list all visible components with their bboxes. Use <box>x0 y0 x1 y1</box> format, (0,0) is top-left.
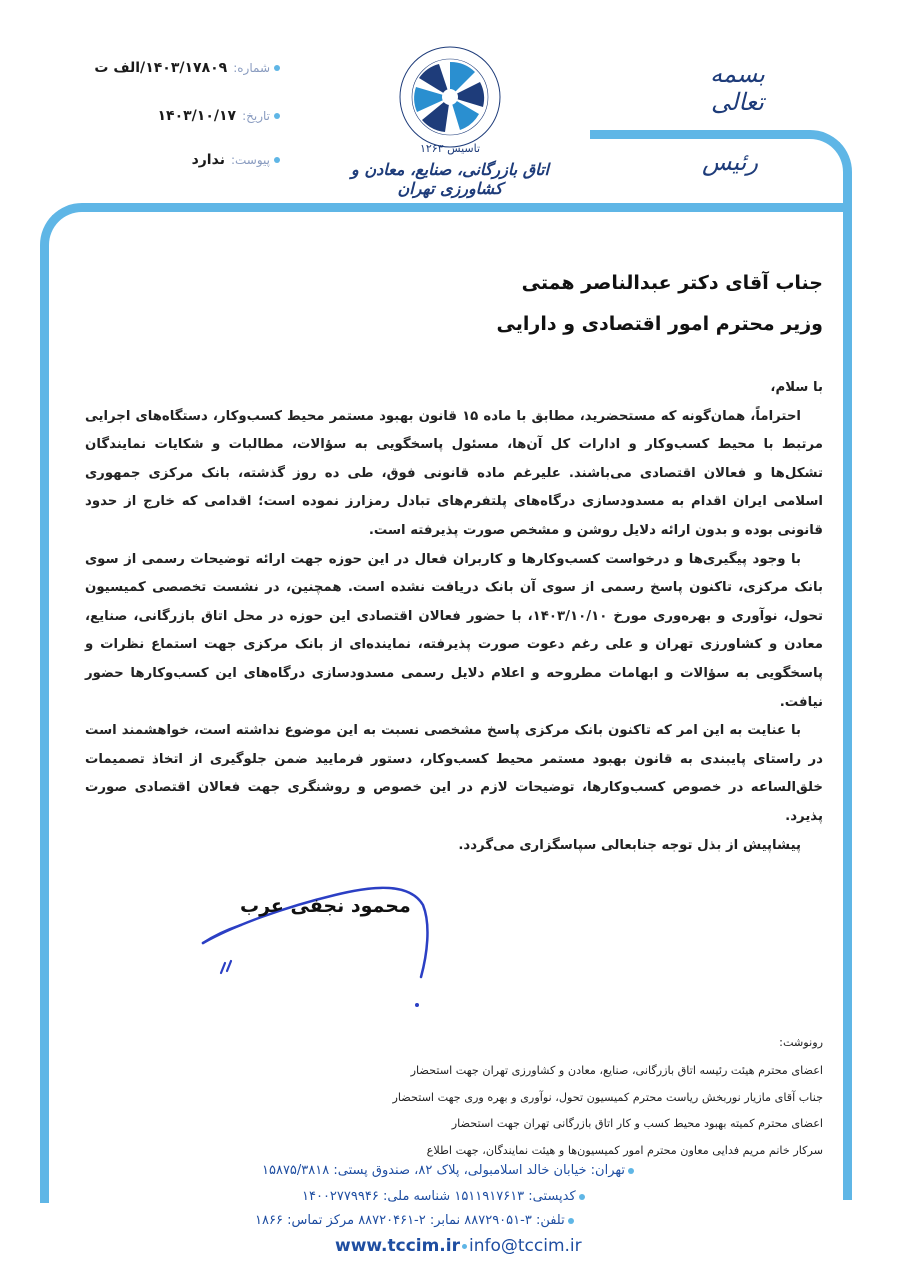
cc-list <box>300 1058 823 1164</box>
phones-text: تلفن: ۳-۸۸۷۲۹۰۵۱ نمابر: ۲-۸۸۷۲۰۴۶۱ مرکز تماس: ۱۸۶۶ <box>255 1213 565 1228</box>
email-link[interactable]: info@tccim.ir <box>468 1236 582 1256</box>
bullet-dot <box>274 157 280 163</box>
ids-text: کدپستی: ۱۵۱۱۹۱۷۶۱۳ شناسه ملی: ۱۴۰۰۲۷۷۹۹۴۶ <box>302 1189 576 1204</box>
number-label: شماره: <box>233 61 270 75</box>
address-text: تهران: خیابان خالد اسلامبولی، پلاک ۸۲، صندوق پستی: ۱۵۸۷۵/۳۸۱۸ <box>262 1163 625 1178</box>
attachment-value: ندارد <box>191 152 225 168</box>
signatory-name: محمود نجفی عرب <box>240 895 411 917</box>
bullet-dot <box>462 1244 467 1249</box>
website-link[interactable]: www.tccim.ir <box>335 1236 460 1256</box>
attachment-label: پیوست: <box>230 153 270 167</box>
cc-item: اعضای محترم کمیته بهبود محیط کسب و کار اتاق بازرگانی تهران جهت استحضار <box>451 1117 823 1130</box>
body-paragraph-3: با عنایت به این امر که تاکنون بانک مرکزی پاسخ مشخصی نسبت به این موضوع نداشته است، خواهشمند است در راستای پایبندی به قانون بهبود مستمر محیط کسب‌وکار، دستور فرمایید ضمن جلوگیری از اتخاذ تصمیمات خلق‌الساعه در خصوص کسب‌وکارها، توضیحات لازم در این خصوص و روشنگری جهت فعالان اقتصادی صورت پذیرد. <box>85 723 823 824</box>
bullet-dot <box>274 113 280 119</box>
footer-phones <box>255 1213 574 1228</box>
footer-ids <box>302 1189 585 1204</box>
recipient-name: جناب آقای دکتر عبدالناصر همتی <box>521 272 823 294</box>
letter-body <box>85 374 823 860</box>
letterhead-frame-right <box>843 210 852 1200</box>
established-year: تاسیس ۱۲۶۳ <box>419 142 481 155</box>
bullet-dot <box>274 65 280 71</box>
recipient-title: وزیر محترم امور اقتصادی و دارایی <box>496 313 823 335</box>
footer-address <box>262 1163 634 1178</box>
greeting: با سلام، <box>770 380 823 395</box>
handwritten-signature <box>195 865 455 1015</box>
date-label: تاریخ: <box>242 109 270 123</box>
cc-item: جناب آقای مازیار نوربخش ریاست محترم کمیسیون تحول، نوآوری و بهره وری جهت استحضار <box>392 1090 823 1104</box>
cc-item: سرکار خانم مریم فدایی معاون محترم امور کمیسیون‌ها و هیئت نمایندگان، جهت اطلاع <box>426 1143 823 1157</box>
bullet-dot <box>628 1168 634 1174</box>
bullet-dot <box>568 1218 574 1224</box>
bullet-dot <box>579 1194 585 1200</box>
footer-web <box>335 1236 582 1256</box>
letter-number-row <box>60 60 280 76</box>
organization-name: اتاق بازرگانی، صنایع، معادن و کشاورزی تهران <box>351 160 549 198</box>
number-value: ۱۴۰۳/۱۷۸۰۹/الف ت <box>94 60 228 76</box>
chamber-logo <box>395 42 505 152</box>
cc-item: اعضای محترم هیئت رئیسه اتاق بازرگانی، صنایع، معادن و کشاورزی تهران جهت استحضار <box>410 1064 823 1077</box>
bismillah-heading: بسمه تعالی <box>710 60 765 116</box>
cc-title: رونوشت: <box>779 1036 823 1049</box>
letter-date-row <box>60 108 280 124</box>
closing-line: پیشاپیش از بذل توجه جنابعالی سپاسگزاری می‌گردد. <box>458 837 801 853</box>
letter-attachment-row <box>60 152 280 168</box>
date-value: ۱۴۰۳/۱۰/۱۷ <box>157 108 237 124</box>
body-paragraph-2: با وجود پیگیری‌ها و درخواست کسب‌وکارها و کاربران فعال در این حوزه جهت ارائه توضیحات رسمی از سوی بانک مرکزی، تاکنون پاسخ رسمی از سوی آن بانک دریافت نشده است. همچنین، در نشست تخصصی کمیسیون تحول، نوآوری و بهره‌وری مورخ ۱۴۰۳/۱۰/۱۰، با حضور فعالان اقتصادی این حوزه در محل اتاق بازرگانی، صنایع، معادن و کشاورزی تهران و علی رغم دعوت صورت پذیرفته، نماینده‌ای از بانک مرکزی جهت استماع نظرات و پاسخگویی به سؤالات و ابهامات مطروحه و اعلام دلایل رسمی مسدودسازی درگاه‌های این کسب‌وکارها حضور نیافت. <box>85 551 823 710</box>
sender-role-title: رئیس <box>701 148 759 176</box>
body-paragraph-1: احتراماً، همان‌گونه که مستحضرید، مطابق با ماده ۱۵ قانون بهبود مستمر محیط کسب‌وکار، دستگاه‌های اجرایی مرتبط با محیط کسب‌وکار و ادارات کل آن‌ها، مسئول پاسخگویی به سؤالات، مطالبات و شکایات نمایندگان تشکل‌ها و فعالان اقتصادی می‌باشند. علیرغم ماده قانونی فوق، طی ده روز گذشته، بانک مرکزی جمهوری اسلامی ایران اقدام به مسدودسازی درگاه‌های پلتفرم‌های تبادل رمزارز نموده است؛ اقدامی که خارج از حدود قانونی بوده و بدون ارائه دلایل روشن و مشخص صورت پذیرفته است. <box>85 408 823 538</box>
